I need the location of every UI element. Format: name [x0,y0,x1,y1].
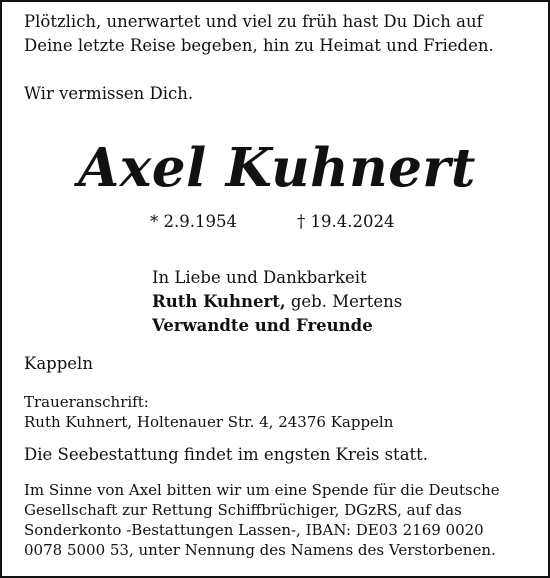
death-date: † 19.4.2024 [297,212,395,231]
birth-date: * 2.9.1954 [150,212,237,231]
spouse-name: Ruth Kuhnert, [152,292,286,311]
miss-text: Wir vermissen Dich. [24,84,194,103]
intro-text [24,10,494,58]
town: Kappeln [24,354,93,373]
burial-notice: Die Seebestattung findet im engsten Kreis statt. [24,445,429,464]
donation-line-4: 0078 5000 53, unter Nennung des Namens des Verstorbenen. [24,541,496,559]
mourning-address [24,392,393,432]
address-label: Traueranschrift: [24,393,149,411]
intro-line-1: Plötzlich, unerwartet und viel zu früh hast Du Dich auf [24,12,483,31]
donation-line-1: Im Sinne von Axel bitten wir um eine Spende für die Deutsche [24,481,500,499]
mourners-block [152,266,402,338]
donation-request [24,480,500,560]
spouse-maiden-name: geb. Mertens [285,292,403,311]
deceased-name: Axel Kuhnert [78,137,476,199]
spouse-line [152,290,402,314]
address-value: Ruth Kuhnert, Holtenauer Str. 4, 24376 Kappeln [24,413,394,431]
donation-line-2: Gesellschaft zur Rettung Schiffbrüchiger, DGzRS, auf das [24,501,462,519]
mourners-intro: In Liebe und Dankbarkeit [152,268,367,287]
intro-line-2: Deine letzte Reise begeben, hin zu Heimat und Frieden. [24,36,494,55]
relatives: Verwandte und Freunde [152,316,373,335]
donation-line-3: Sonderkonto -Bestattungen Lassen-, IBAN: DE03 2169 0020 [24,521,484,539]
